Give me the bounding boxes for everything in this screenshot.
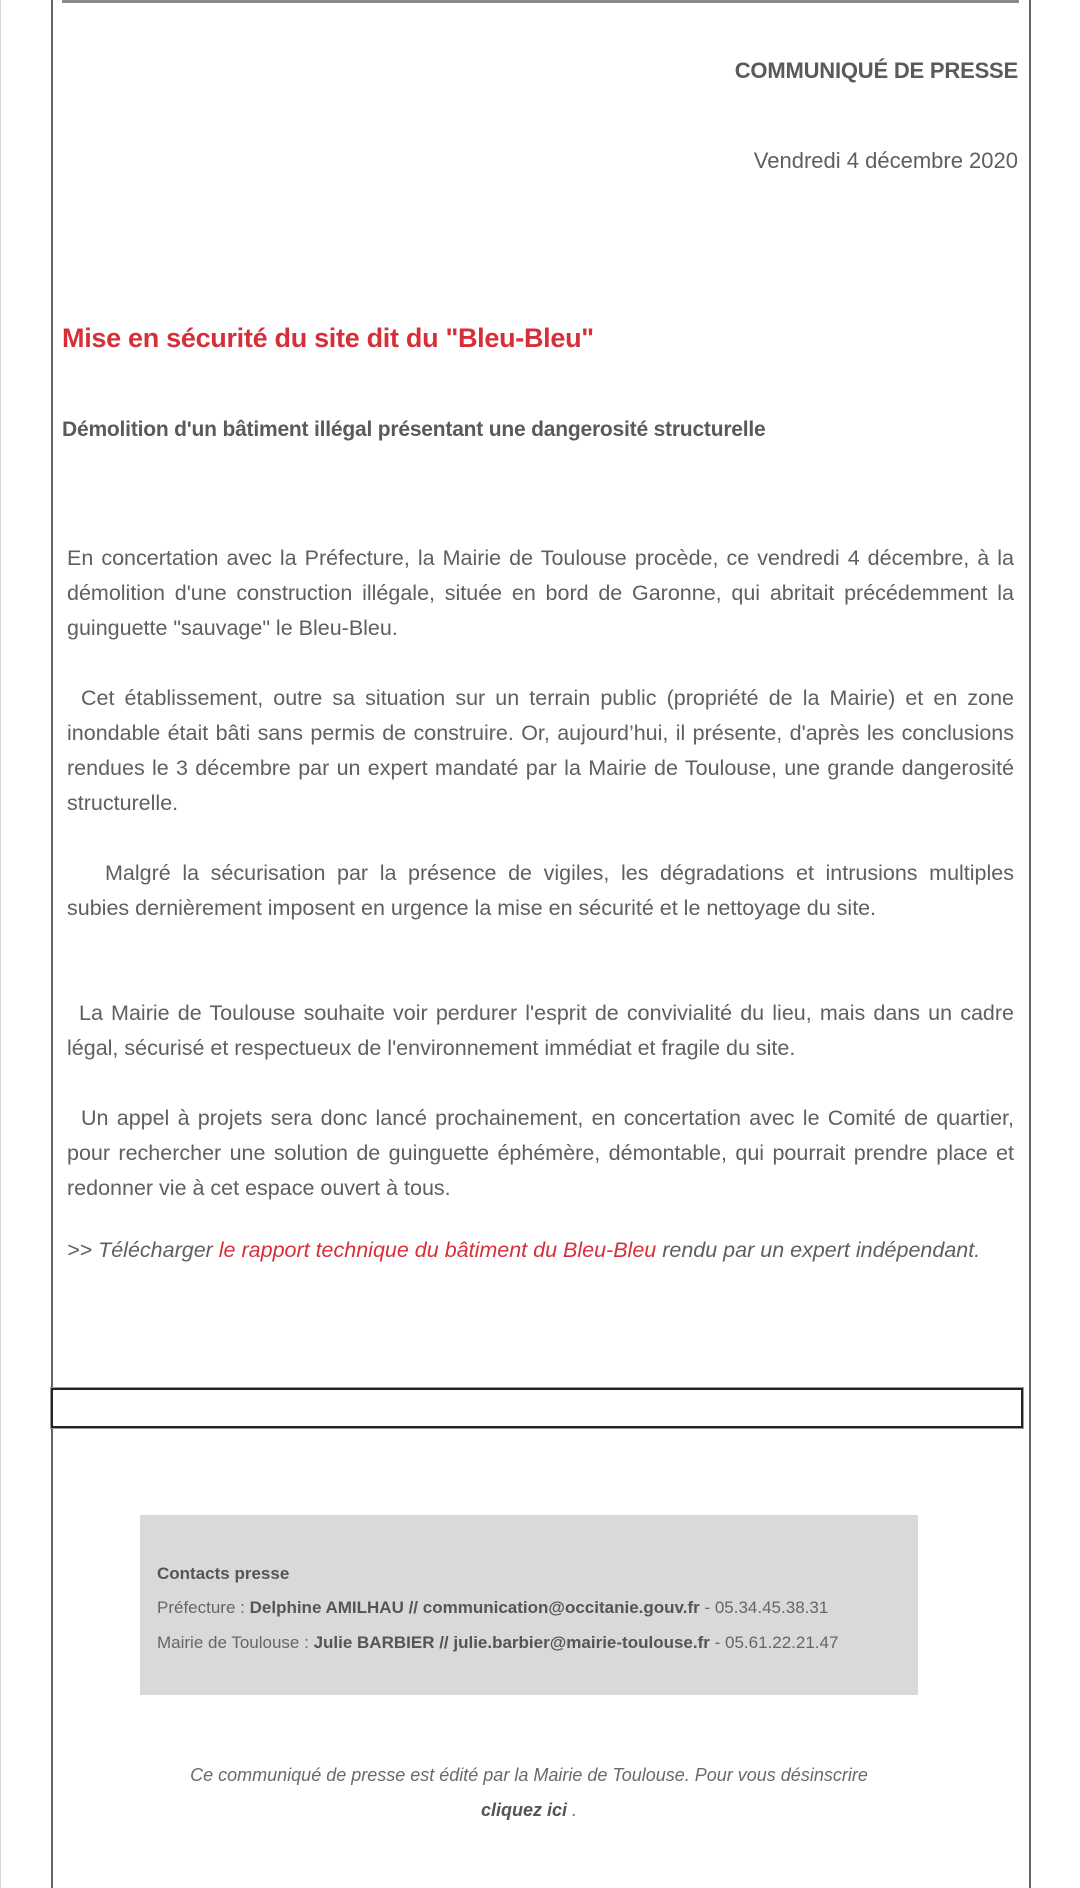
contact-phone: - 05.61.22.21.47 (709, 1633, 839, 1652)
paragraph-text: La Mairie de Toulouse souhaite voir perdurer l'esprit de convivialité du lieu, mais dans un cadre légal, sécurisé et respectueux de l'environnement immédiat et fragile du site. (67, 1001, 1014, 1060)
footer-text: Ce communiqué de presse est édité par la Mairie de Toulouse. Pour vous désinscrire (190, 1765, 868, 1785)
download-paragraph (67, 1233, 1014, 1268)
contact-mairie (157, 1633, 838, 1653)
contact-name-email[interactable]: Delphine AMILHAU // communication@occitanie.gouv.fr (249, 1598, 700, 1617)
unsubscribe-link[interactable]: cliquez ici (480, 1800, 567, 1820)
contact-name-email[interactable]: Julie BARBIER // julie.barbier@mairie-toulouse.fr (313, 1633, 710, 1652)
paragraph (67, 1101, 1014, 1206)
contact-org: Mairie de Toulouse : (157, 1633, 314, 1652)
article-subtitle: Démolition d'un bâtiment illégal présentant une dangerosité structurelle (62, 418, 766, 441)
footer-unsubscribe (140, 1800, 918, 1821)
paragraph-text: Un appel à projets sera donc lancé prochainement, en concertation avec le Comité de quartier, pour rechercher une solution de guinguette éphémère, démontable, qui pourrait prendre place et redonner vie à cet espace ouvert à tous. (67, 1106, 1014, 1200)
empty-banner-box (51, 1388, 1023, 1428)
contact-org: Préfecture : (157, 1598, 250, 1617)
footer-end: . (567, 1800, 578, 1820)
download-prefix: >> Télécharger (67, 1238, 219, 1262)
paragraph-text: En concertation avec la Préfecture, la Mairie de Toulouse procède, ce vendredi 4 décembre, à la démolition d'une construction illégale, située en bord de Garonne, qui abritait précédemment la guinguette "sauvage" le Bleu-Bleu. (67, 546, 1014, 640)
download-suffix: rendu par un expert indépendant. (656, 1238, 981, 1262)
top-rule (62, 0, 1019, 3)
paragraph (67, 856, 1014, 926)
paragraph-text: Cet établissement, outre sa situation sur un terrain public (propriété de la Mairie) et en zone inondable était bâti sans permis de construire. Or, aujourd’hui, il présente, d'après les conclusions rendues le 3 décembre par un expert mandaté par la Mairie de Toulouse, une grande dangerosité structurelle. (67, 686, 1014, 815)
contacts-title: Contacts presse (157, 1564, 290, 1583)
release-date: Vendredi 4 décembre 2020 (753, 148, 1018, 173)
article-title: Mise en sécurité du site dit du "Bleu-Bleu" (62, 323, 594, 353)
press-contacts-box (140, 1515, 918, 1695)
contact-prefecture (157, 1598, 828, 1618)
press-release-label: COMMUNIQUÉ DE PRESSE (734, 58, 1018, 83)
contact-phone: - 05.34.45.38.31 (699, 1598, 829, 1617)
technical-report-link[interactable]: le rapport technique du bâtiment du Bleu-Bleu (218, 1238, 657, 1262)
paragraph-text: Malgré la sécurisation par la présence de vigiles, les dégradations et intrusions multiples subies dernièrement imposent en urgence la mise en sécurité et le nettoyage du site. (67, 861, 1014, 920)
page-edge (0, 0, 1, 1888)
paragraph (67, 996, 1014, 1066)
paragraph (67, 541, 1014, 646)
paragraph (67, 681, 1014, 821)
